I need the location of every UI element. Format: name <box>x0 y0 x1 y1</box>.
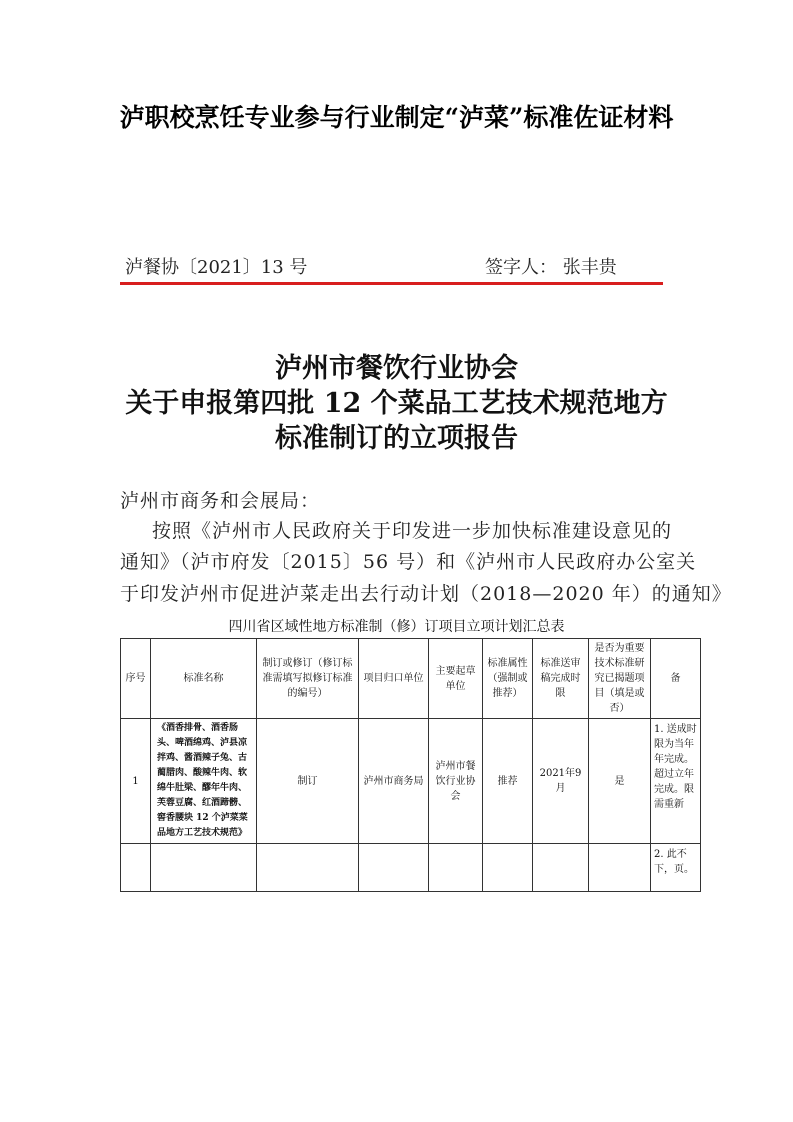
body-paragraph-line: 通知》（泸市府发〔2015〕56 号）和《泸州市人民政府办公室关 <box>120 551 697 573</box>
header-cell: 备 <box>651 639 701 719</box>
project-table-container <box>120 638 697 878</box>
cell-drafter: 泸州市餐饮行业协会 <box>429 719 483 844</box>
page-title: 泸职校烹饪专业参与行业制定“泸菜”标准佐证材料 <box>119 103 674 132</box>
header-cell: 标准名称 <box>151 639 257 719</box>
header-cell: 项目归口单位 <box>359 639 429 719</box>
report-heading-line3: 标准制订的立项报告 <box>275 423 518 454</box>
cell-empty <box>589 844 651 892</box>
body-paragraph-line: 按照《泸州市人民政府关于印发进一步加快标准建设意见的 <box>152 520 673 542</box>
body-paragraph-line: 于印发泸州市促进泸菜走出去行动计划（2018—2020 年）的通知》 <box>120 583 732 605</box>
project-table <box>120 638 701 892</box>
table-row <box>121 719 701 844</box>
cell-attribute: 推荐 <box>483 719 533 844</box>
cell-empty <box>483 844 533 892</box>
report-heading-line2: 关于申报第四批 12 个菜品工艺技术规范地方 <box>125 388 668 419</box>
cell-unit: 泸州市商务局 <box>359 719 429 844</box>
header-cell: 标准属性（强制或推荐） <box>483 639 533 719</box>
cell-note: 2. 此不下，页。 <box>651 844 701 892</box>
salutation: 泸州市商务和会展局： <box>120 490 321 512</box>
table-row <box>121 844 701 892</box>
cell-seq: 1 <box>121 719 151 844</box>
cell-is-major: 是 <box>589 719 651 844</box>
letterhead-red-rule <box>120 282 663 285</box>
signer-label: 签字人： 张丰贵 <box>485 257 617 278</box>
cell-deadline: 2021年9月 <box>533 719 589 844</box>
cell-empty <box>151 844 257 892</box>
cell-note: 1. 送成时限为当年年完成。超过立年完成。限需重新 <box>651 719 701 844</box>
cell-empty <box>359 844 429 892</box>
header-cell: 标准送审稿完成时限 <box>533 639 589 719</box>
header-cell: 主要起草单位 <box>429 639 483 719</box>
cell-empty <box>429 844 483 892</box>
cell-standard-name: 《酒香排骨、酒香肠头、啤酒绵鸡、泸县凉拌鸡、酱酒辣子兔、古蔺腊肉、酸辣牛肉、软绵牛肚梁、醪年牛肉、芙蓉豆腐、红酒蹄髈、窖香腰块 12 个泸菜菜品地方工艺技术规范》 <box>151 719 257 844</box>
document-number: 泸餐协〔2021〕13 号 <box>125 257 308 278</box>
cell-type: 制订 <box>257 719 359 844</box>
report-heading-line1: 泸州市餐饮行业协会 <box>275 353 518 384</box>
header-cell: 制订或修订（修订标准需填写拟修订标准的编号） <box>257 639 359 719</box>
header-cell: 是否为重要技术标准研究已揭题项目（填是或否） <box>589 639 651 719</box>
cell-empty <box>533 844 589 892</box>
cell-empty <box>257 844 359 892</box>
cell-empty <box>121 844 151 892</box>
table-header-row <box>121 639 701 719</box>
header-cell: 序号 <box>121 639 151 719</box>
table-caption: 四川省区域性地方标准制（修）订项目立项计划汇总表 <box>228 619 565 635</box>
